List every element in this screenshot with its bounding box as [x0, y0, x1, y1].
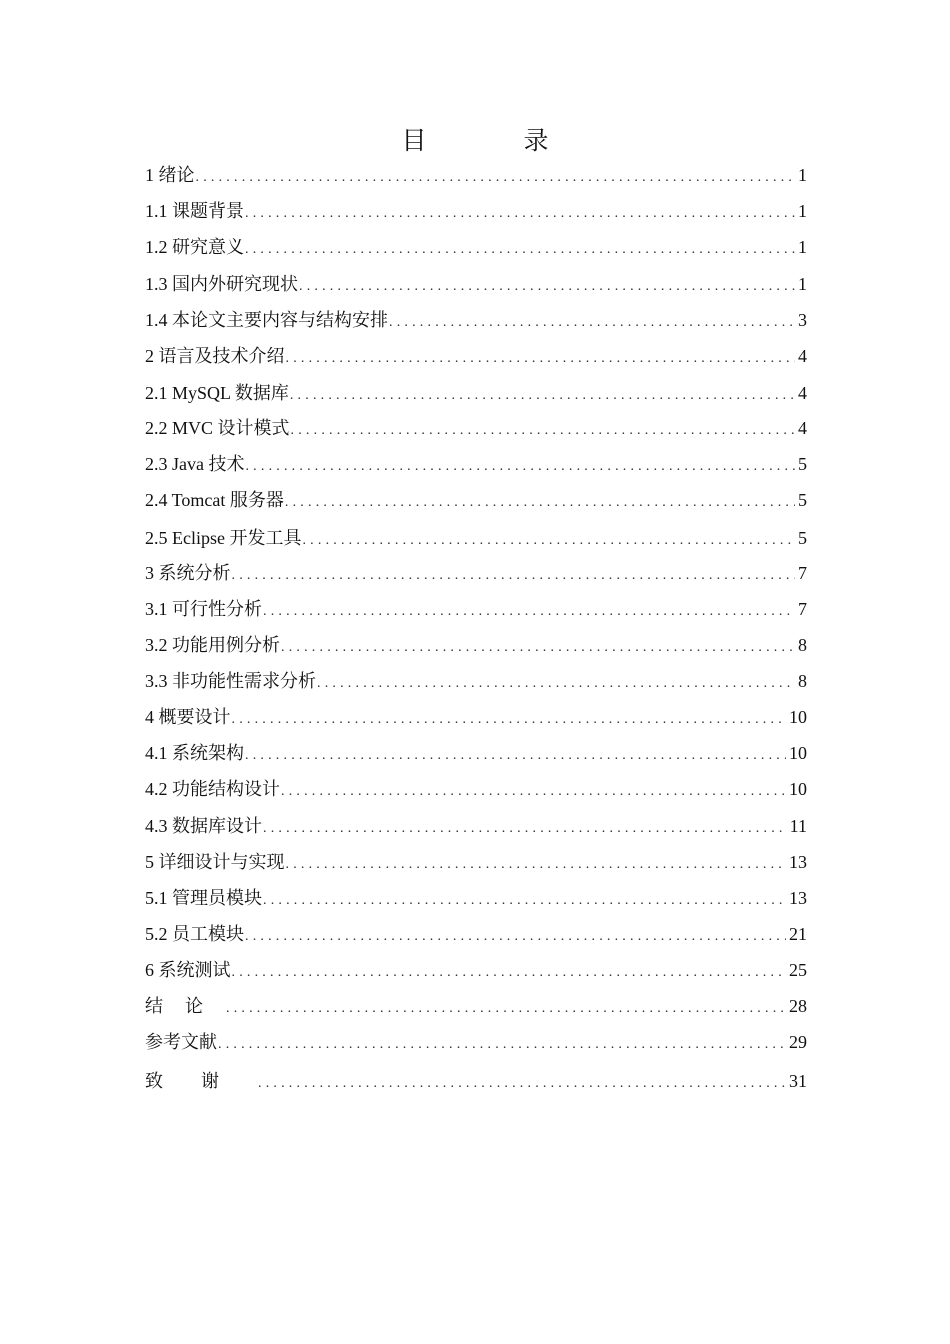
- toc-entry-label: 6 系统测试: [145, 960, 231, 980]
- toc-entry-page: 13: [789, 888, 807, 908]
- toc-dot-leader: [245, 924, 786, 950]
- toc-entry-label: 1.4 本论文主要内容与结构安排: [145, 310, 388, 330]
- toc-entry[interactable]: [145, 451, 807, 477]
- toc-entry[interactable]: [145, 668, 807, 694]
- toc-entry-page: 1: [798, 201, 807, 221]
- toc-entry[interactable]: [145, 704, 807, 730]
- toc-dot-leader: [263, 816, 787, 842]
- toc-dot-leader: [299, 274, 795, 300]
- toc-entry[interactable]: [145, 234, 807, 260]
- toc-entry-label: 1 绪论: [145, 165, 195, 185]
- toc-entry-label: 2.5 Eclipse 开发工具: [145, 528, 302, 548]
- toc-entry-label: 3.1 可行性分析: [145, 599, 262, 619]
- toc-entry-label: 4 概要设计: [145, 707, 231, 727]
- toc-entry[interactable]: [145, 343, 807, 369]
- toc-dot-leader: [196, 165, 796, 191]
- toc-title: 目 录: [401, 126, 585, 155]
- toc-entry-page: 31: [789, 1071, 807, 1091]
- toc-entry-label: 结论: [145, 996, 225, 1016]
- toc-entry-label: 1.3 国内外研究现状: [145, 274, 298, 294]
- toc-entry-page: 28: [789, 996, 807, 1016]
- toc-entry[interactable]: [145, 198, 807, 224]
- toc-entry[interactable]: [145, 1029, 807, 1055]
- toc-entry-label: 4.2 功能结构设计: [145, 779, 280, 799]
- toc-entry-page: 29: [789, 1032, 807, 1052]
- toc-list: [145, 0, 807, 1344]
- toc-entry[interactable]: [145, 380, 807, 406]
- toc-entry-page: 25: [789, 960, 807, 980]
- toc-entry[interactable]: [145, 162, 807, 188]
- toc-entry-page: 5: [798, 490, 807, 510]
- toc-entry[interactable]: [145, 740, 807, 766]
- toc-entry-page: 21: [789, 924, 807, 944]
- toc-entry[interactable]: [145, 921, 807, 947]
- toc-entry[interactable]: [145, 849, 807, 875]
- toc-dot-leader: [285, 490, 795, 516]
- toc-entry[interactable]: [145, 632, 807, 658]
- toc-entry[interactable]: [145, 993, 807, 1019]
- toc-entry[interactable]: [145, 560, 807, 586]
- toc-entry-page: 4: [798, 383, 807, 403]
- toc-entry[interactable]: [145, 776, 807, 802]
- toc-entry-label: 3 系统分析: [145, 563, 231, 583]
- toc-dot-leader: [286, 852, 787, 878]
- toc-entry-label: 致谢: [145, 1071, 257, 1091]
- toc-entry-label: 4.1 系统架构: [145, 743, 244, 763]
- toc-dot-leader: [232, 960, 787, 986]
- toc-dot-leader: [258, 1071, 786, 1097]
- toc-dot-leader: [232, 563, 796, 589]
- toc-entry[interactable]: [145, 525, 807, 551]
- toc-entry-label: 5.1 管理员模块: [145, 888, 262, 908]
- toc-dot-leader: [245, 454, 795, 480]
- toc-entry[interactable]: [145, 271, 807, 297]
- toc-dot-leader: [263, 888, 786, 914]
- toc-dot-leader: [291, 418, 795, 444]
- toc-entry[interactable]: [145, 596, 807, 622]
- toc-dot-leader: [290, 383, 795, 409]
- toc-dot-leader: [218, 1032, 786, 1058]
- toc-dot-leader: [281, 635, 795, 661]
- toc-entry-page: 5: [798, 454, 807, 474]
- toc-entry-page: 5: [798, 528, 807, 548]
- toc-entry-page: 10: [789, 707, 807, 727]
- toc-entry-label: 3.2 功能用例分析: [145, 635, 280, 655]
- toc-entry-label: 2.2 MVC 设计模式: [145, 418, 290, 438]
- toc-entry-page: 10: [789, 779, 807, 799]
- toc-entry-page: 1: [798, 165, 807, 185]
- toc-entry-label: 3.3 非功能性需求分析: [145, 671, 316, 691]
- toc-entry[interactable]: [145, 415, 807, 441]
- toc-entry[interactable]: [145, 885, 807, 911]
- toc-dot-leader: [226, 996, 786, 1022]
- toc-entry-label: 2.3 Java 技术: [145, 454, 245, 474]
- toc-entry-label: 1.2 研究意义: [145, 237, 244, 257]
- toc-dot-leader: [286, 346, 796, 372]
- toc-entry-label: 4.3 数据库设计: [145, 816, 262, 836]
- toc-entry-page: 13: [789, 852, 807, 872]
- toc-dot-leader: [317, 671, 795, 697]
- toc-entry[interactable]: [145, 813, 807, 839]
- toc-entry-page: 8: [798, 671, 807, 691]
- toc-entry[interactable]: [145, 1068, 807, 1094]
- toc-entry-label: 5 详细设计与实现: [145, 852, 285, 872]
- toc-entry-page: 1: [798, 274, 807, 294]
- toc-entry-page: 11: [789, 816, 807, 836]
- toc-entry-page: 10: [789, 743, 807, 763]
- toc-entry-page: 7: [798, 563, 807, 583]
- toc-entry-page: 1: [798, 237, 807, 257]
- toc-entry-page: 3: [798, 310, 807, 330]
- toc-entry-label: 参考文献: [145, 1032, 217, 1052]
- toc-dot-leader: [281, 779, 786, 805]
- toc-dot-leader: [245, 743, 786, 769]
- toc-dot-leader: [263, 599, 795, 625]
- toc-entry-label: 5.2 员工模块: [145, 924, 244, 944]
- toc-entry-page: 4: [798, 346, 807, 366]
- toc-dot-leader: [232, 707, 787, 733]
- toc-entry[interactable]: [145, 487, 807, 513]
- toc-entry[interactable]: [145, 957, 807, 983]
- toc-dot-leader: [302, 528, 795, 554]
- toc-dot-leader: [389, 310, 795, 336]
- toc-entry-label: 2.4 Tomcat 服务器: [145, 490, 284, 510]
- toc-entry-label: 2.1 MySQL 数据库: [145, 383, 289, 403]
- toc-entry-page: 4: [798, 418, 807, 438]
- toc-entry-label: 1.1 课题背景: [145, 201, 244, 221]
- toc-entry[interactable]: [145, 307, 807, 333]
- toc-entry-page: 8: [798, 635, 807, 655]
- toc-entry-page: 7: [798, 599, 807, 619]
- toc-dot-leader: [245, 237, 795, 263]
- toc-dot-leader: [245, 201, 795, 227]
- toc-entry-label: 2 语言及技术介绍: [145, 346, 285, 366]
